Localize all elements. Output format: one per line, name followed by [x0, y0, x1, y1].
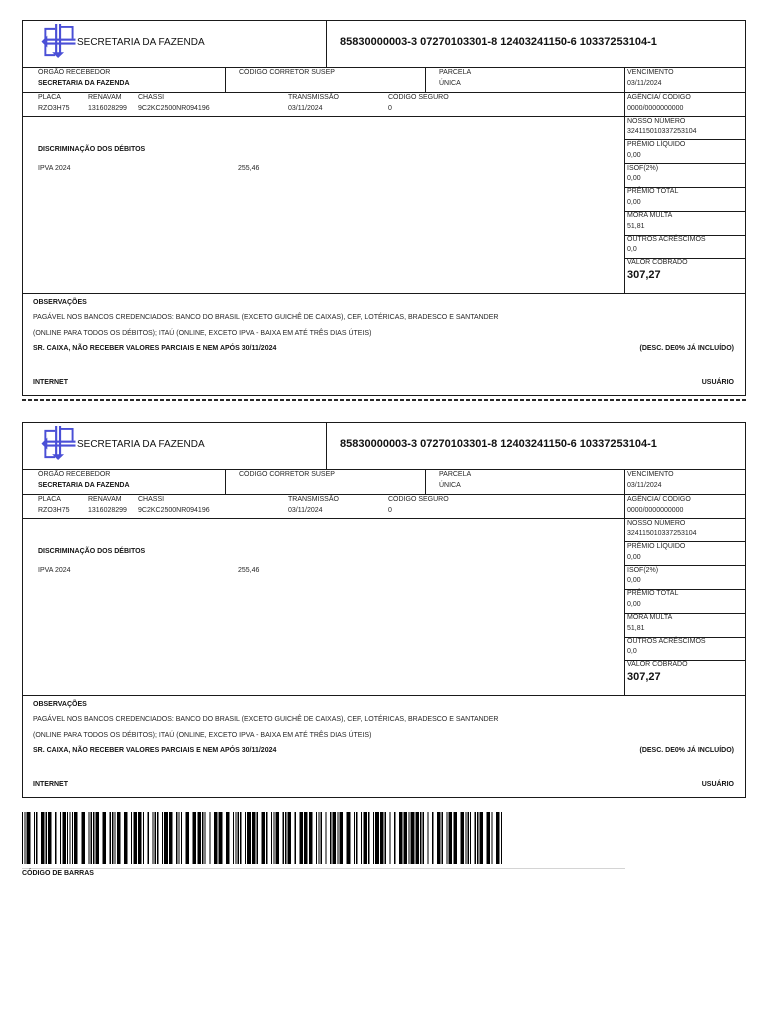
observations-line: (ONLINE PARA TODOS OS DÉBITOS); ITAÚ (ONLINE, EXCETO IPVA - BAIXA EM ATÉ TRÊS DIAS ÚTEIS)	[33, 330, 372, 337]
barcode-bar	[117, 812, 121, 864]
nosso-numero-value: 324115010337253104	[627, 128, 697, 135]
row-cell-divider	[425, 470, 426, 494]
barcode-bar	[226, 812, 230, 864]
barcode-bar	[283, 812, 284, 864]
barcode-bar	[361, 812, 362, 864]
barcode-bar	[152, 812, 153, 864]
barcode-bar	[461, 812, 465, 864]
mora-multa-label: MORA MULTA	[627, 212, 673, 219]
barcode-bar	[354, 812, 355, 864]
summary-column-divider	[624, 470, 625, 695]
payment-slip	[22, 20, 746, 396]
premio-liquido-value: 0,00	[627, 152, 641, 159]
barcode-bar	[81, 812, 85, 864]
outros-acrescimos-label: OUTROS ACRÉSCIMOS	[627, 638, 706, 645]
barcode-bar	[468, 812, 469, 864]
premio-total-value: 0,00	[627, 601, 641, 608]
barcode-bar	[271, 812, 272, 864]
discount-note: (DESC. DE0% JÁ INCLUÍDO)	[639, 345, 734, 352]
barcode-bar	[164, 812, 168, 864]
barcode-bar	[205, 812, 206, 864]
barcode-bar	[423, 812, 424, 864]
barcode-bar	[261, 812, 265, 864]
codigo-corretor-susep-label: CÓDIGO CORRETOR SUSEP	[239, 471, 335, 478]
cut-line	[22, 399, 746, 401]
nosso-numero-label: NOSSO NÚMERO	[627, 118, 686, 125]
barcode-bar	[60, 812, 61, 864]
barcode-bar	[427, 812, 428, 864]
chassi-value: 9C2KC2500NR094196	[138, 507, 210, 514]
vencimento-label: VENCIMENTO	[627, 471, 674, 478]
barcode-bar	[375, 812, 379, 864]
header-title: SECRETARIA DA FAZENDA	[77, 37, 205, 48]
premio-liquido-value: 0,00	[627, 554, 641, 561]
barcode-bar	[240, 812, 241, 864]
barcode-bar	[103, 812, 107, 864]
row-divider	[23, 116, 745, 117]
cashier-warning: SR. CAIXA, NÃO RECEBER VALORES PARCIAIS E NEM APÓS 30/11/2024	[33, 345, 277, 352]
placa-value: RZO3H75	[38, 507, 70, 514]
row-divider	[23, 494, 745, 495]
orgao-recebedor-value: SECRETARIA DA FAZENDA	[38, 482, 130, 489]
channel-label: INTERNET	[33, 379, 68, 386]
parcela-value: ÚNICA	[439, 80, 461, 87]
outros-acrescimos-label: OUTROS ACRÉSCIMOS	[627, 236, 706, 243]
barcode-bar	[88, 812, 89, 864]
debits-title: DISCRIMINAÇÃO DOS DÉBITOS	[38, 548, 146, 555]
discount-note: (DESC. DE0% JÁ INCLUÍDO)	[639, 747, 734, 754]
barcode-bar	[299, 812, 303, 864]
summary-row-divider	[624, 163, 745, 164]
barcode-bar	[238, 812, 239, 864]
copy-label: USUÁRIO	[701, 781, 734, 788]
digitable-line: 85830000003-3 07270103301-8 12403241150-6 10337253104-1	[340, 36, 657, 48]
barcode-bar	[48, 812, 52, 864]
nosso-numero-value: 324115010337253104	[627, 530, 697, 537]
barcode-bar	[442, 812, 443, 864]
mora-multa-label: MORA MULTA	[627, 614, 673, 621]
barcode-bar	[420, 812, 421, 864]
renavam-value: 1316028299	[88, 105, 127, 112]
observations-divider	[23, 293, 745, 294]
copy-label: USUÁRIO	[701, 379, 734, 386]
debits-title: DISCRIMINAÇÃO DOS DÉBITOS	[38, 146, 146, 153]
parcela-label: PARCELA	[439, 69, 472, 76]
vencimento-value: 03/11/2024	[627, 482, 662, 489]
barcode-bar	[276, 812, 280, 864]
barcode-bar	[114, 812, 115, 864]
header-divider	[23, 67, 745, 68]
premio-total-label: PRÊMIO TOTAL	[627, 590, 679, 597]
barcode-bar	[41, 812, 45, 864]
row-cell-divider	[425, 68, 426, 92]
barcode-bar	[36, 812, 37, 864]
transmissao-label: TRANSMISSÃO	[288, 94, 339, 101]
barcode-bar	[245, 812, 246, 864]
barcode-bar	[385, 812, 386, 864]
barcode-bar	[347, 812, 351, 864]
barcode-bar	[148, 812, 149, 864]
codigo-seguro-value: 0	[388, 507, 392, 514]
agencia-codigo-label: AGÊNCIA/ CÓDIGO	[627, 496, 691, 503]
isof-value: 0,00	[627, 175, 641, 182]
barcode-bar	[330, 812, 331, 864]
placa-value: RZO3H75	[38, 105, 70, 112]
parcela-label: PARCELA	[439, 471, 472, 478]
barcode-bar	[178, 812, 179, 864]
barcode-bar	[252, 812, 256, 864]
summary-column-divider	[624, 68, 625, 293]
renavam-label: RENAVAM	[88, 496, 122, 503]
mora-multa-value: 51,81	[627, 223, 645, 230]
barcode-bar	[131, 812, 132, 864]
barcode-bar	[404, 812, 408, 864]
barcode-bar	[368, 812, 369, 864]
renavam-value: 1316028299	[88, 507, 127, 514]
chassi-value: 9C2KC2500NR094196	[138, 105, 210, 112]
valor-cobrado-value: 307,27	[627, 269, 661, 281]
orgao-recebedor-label: ÓRGÃO RECEBEDOR	[38, 471, 111, 478]
placa-label: PLACA	[38, 94, 61, 101]
premio-total-label: PRÊMIO TOTAL	[627, 188, 679, 195]
observations-divider	[23, 695, 745, 696]
header-title: SECRETARIA DA FAZENDA	[77, 439, 205, 450]
barcode-bar	[34, 812, 35, 864]
transmissao-value: 03/11/2024	[288, 105, 323, 112]
barcode-bar	[22, 812, 23, 864]
barcode-bar	[309, 812, 313, 864]
debit-description: IPVA 2024	[38, 165, 71, 172]
barcode-bar	[155, 812, 156, 864]
barcode-bar	[399, 812, 403, 864]
barcode-bar	[46, 812, 47, 864]
barcode-bar	[453, 812, 457, 864]
barcode-bar	[235, 812, 236, 864]
barcode-bar	[67, 812, 68, 864]
valor-cobrado-label: VALOR COBRADO	[627, 661, 688, 668]
codigo-seguro-value: 0	[388, 105, 392, 112]
row-cell-divider	[225, 68, 226, 92]
barcode-bar	[27, 812, 31, 864]
parcela-value: ÚNICA	[439, 482, 461, 489]
barcode-bar	[475, 812, 476, 864]
premio-liquido-label: PRÊMIO LÍQUIDO	[627, 141, 686, 148]
summary-row-divider	[624, 565, 745, 566]
barcode-bar	[356, 812, 357, 864]
barcode-bar	[408, 812, 409, 864]
codigo-corretor-susep-label: CÓDIGO CORRETOR SUSEP	[239, 69, 335, 76]
barcode-bar	[157, 812, 158, 864]
barcode-bar	[176, 812, 177, 864]
nosso-numero-label: NOSSO NÚMERO	[627, 520, 686, 527]
barcode-bar	[214, 812, 218, 864]
barcode-bar	[124, 812, 128, 864]
barcode-bar	[479, 812, 483, 864]
barcode-bar	[340, 812, 344, 864]
valor-cobrado-value: 307,27	[627, 671, 661, 683]
barcode-bar	[501, 812, 502, 864]
debit-description: IPVA 2024	[38, 567, 71, 574]
barcode-bar	[304, 812, 308, 864]
barcode-bar	[287, 812, 291, 864]
barcode-label: CÓDIGO DE BARRAS	[22, 870, 94, 877]
barcode-bar	[437, 812, 441, 864]
chassi-label: CHASSI	[138, 496, 165, 503]
barcode-bar	[202, 812, 203, 864]
row-divider	[23, 518, 745, 519]
barcode-bar	[487, 812, 491, 864]
placa-label: PLACA	[38, 496, 61, 503]
transmissao-value: 03/11/2024	[288, 507, 323, 514]
barcode-bar	[110, 812, 111, 864]
barcode-bar	[470, 812, 471, 864]
vencimento-value: 03/11/2024	[627, 80, 662, 87]
barcode-bar	[74, 812, 78, 864]
barcode-bar	[55, 812, 56, 864]
sefaz-logo-icon	[40, 24, 76, 59]
barcode-bar	[209, 812, 210, 864]
barcode-bar	[138, 812, 142, 864]
barcode-bar	[446, 812, 447, 864]
barcode-bar	[72, 812, 73, 864]
observations-title: OBSERVAÇÕES	[33, 701, 87, 708]
vencimento-label: VENCIMENTO	[627, 69, 674, 76]
row-divider	[23, 92, 745, 93]
digitable-line: 85830000003-3 07270103301-8 12403241150-6 10337253104-1	[340, 438, 657, 450]
barcode-bar	[318, 812, 319, 864]
agencia-codigo-value: 0000/0000000000	[627, 507, 684, 514]
header-column-divider	[326, 423, 327, 469]
orgao-recebedor-value: SECRETARIA DA FAZENDA	[38, 80, 130, 87]
codigo-seguro-label: CÓDIGO SEGURO	[388, 496, 449, 503]
summary-row-divider	[624, 541, 745, 542]
barcode-bar	[449, 812, 453, 864]
agencia-codigo-value: 0000/0000000000	[627, 105, 684, 112]
barcode-bar	[333, 812, 337, 864]
barcode-bar	[363, 812, 367, 864]
barcode-bar	[247, 812, 251, 864]
barcode-bar	[491, 812, 492, 864]
barcode-bar	[432, 812, 433, 864]
barcode-bar	[325, 812, 326, 864]
barcode-bar	[465, 812, 466, 864]
transmissao-label: TRANSMISSÃO	[288, 496, 339, 503]
observations-line: (ONLINE PARA TODOS OS DÉBITOS); ITAÚ (ONLINE, EXCETO IPVA - BAIXA EM ATÉ TRÊS DIAS ÚTEIS)	[33, 732, 372, 739]
summary-row-divider	[624, 139, 745, 140]
barcode-bar	[321, 812, 322, 864]
isof-label: ISOF(2%)	[627, 165, 659, 172]
valor-cobrado-label: VALOR COBRADO	[627, 259, 688, 266]
barcode-bar	[193, 812, 197, 864]
barcode-bar	[186, 812, 190, 864]
barcode-bar	[295, 812, 296, 864]
barcode-bar	[380, 812, 384, 864]
isof-value: 0,00	[627, 577, 641, 584]
premio-liquido-label: PRÊMIO LÍQUIDO	[627, 543, 686, 550]
barcode-bar	[69, 812, 70, 864]
observations-line: PAGÁVEL NOS BANCOS CREDENCIADOS: BANCO DO BRASIL (EXCETO GUICHÊ DE CAIXAS), CEF, LOTÉRICAS, BRADESCO E SANTANDER	[33, 314, 499, 321]
header-column-divider	[326, 21, 327, 67]
agencia-codigo-label: AGÊNCIA/ CÓDIGO	[627, 94, 691, 101]
barcode-bar	[95, 812, 99, 864]
barcode-bar	[273, 812, 274, 864]
barcode-bar	[415, 812, 419, 864]
observations-line: PAGÁVEL NOS BANCOS CREDENCIADOS: BANCO DO BRASIL (EXCETO GUICHÊ DE CAIXAS), CEF, LOTÉRICAS, BRADESCO E SANTANDER	[33, 716, 499, 723]
barcode-bar	[162, 812, 163, 864]
sefaz-logo-icon	[40, 426, 76, 461]
outros-acrescimos-value: 0,0	[627, 648, 637, 655]
barcode-divider	[22, 868, 625, 869]
barcode-bar	[197, 812, 201, 864]
barcode-bar	[24, 812, 25, 864]
header-divider	[23, 469, 745, 470]
orgao-recebedor-label: ÓRGÃO RECEBEDOR	[38, 69, 111, 76]
chassi-label: CHASSI	[138, 94, 165, 101]
channel-label: INTERNET	[33, 781, 68, 788]
barcode-bar	[285, 812, 286, 864]
barcode-bar	[316, 812, 317, 864]
isof-label: ISOF(2%)	[627, 567, 659, 574]
barcode-bar	[394, 812, 395, 864]
barcode-bar	[112, 812, 113, 864]
outros-acrescimos-value: 0,0	[627, 246, 637, 253]
barcode-bar	[233, 812, 234, 864]
barcode-bar	[257, 812, 258, 864]
mora-multa-value: 51,81	[627, 625, 645, 632]
row-cell-divider	[225, 470, 226, 494]
codigo-seguro-label: CÓDIGO SEGURO	[388, 94, 449, 101]
barcode-bar	[337, 812, 338, 864]
barcode-bar	[91, 812, 92, 864]
cashier-warning: SR. CAIXA, NÃO RECEBER VALORES PARCIAIS E NEM APÓS 30/11/2024	[33, 747, 277, 754]
barcode-bar	[266, 812, 267, 864]
barcode-bar	[373, 812, 374, 864]
payment-slip-copy	[22, 422, 746, 798]
premio-total-value: 0,00	[627, 199, 641, 206]
debit-amount: 255,46	[238, 567, 260, 574]
debit-amount: 255,46	[238, 165, 260, 172]
renavam-label: RENAVAM	[88, 94, 122, 101]
barcode-bar	[169, 812, 173, 864]
barcode-bar	[411, 812, 415, 864]
barcode-bar	[477, 812, 478, 864]
barcode-bar	[93, 812, 94, 864]
barcode-bar	[133, 812, 137, 864]
barcode-bar	[181, 812, 182, 864]
barcode-bar	[389, 812, 390, 864]
barcode-bar	[219, 812, 223, 864]
barcode-bar	[496, 812, 500, 864]
barcode-bar	[62, 812, 66, 864]
barcode-bar	[143, 812, 144, 864]
barcode	[22, 812, 502, 864]
observations-title: OBSERVAÇÕES	[33, 299, 87, 306]
